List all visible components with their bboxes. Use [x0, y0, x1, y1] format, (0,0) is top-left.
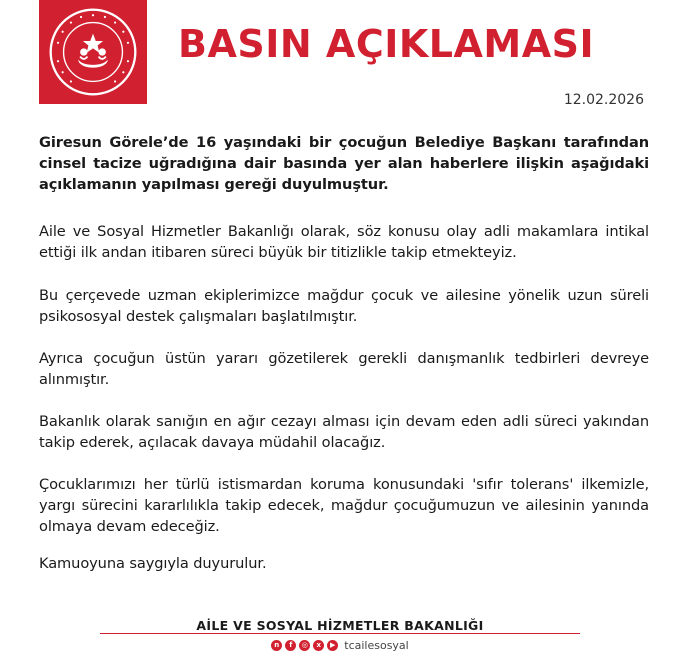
lead-paragraph: Giresun Görele’de 16 yaşındaki bir çocuğun Belediye Başkanı tarafından cinsel tacize uğradığına dair basında yer alan haberlere ilişkin aşağıdaki açıklamanın yapılması gereği duyulmuştur.: [39, 134, 649, 193]
facebook-icon[interactable]: f: [285, 640, 296, 651]
body-paragraph: Ayrıca çocuğun üstün yararı gözetilerek gerekli danışmanlık tedbirleri devreye alınmıştır.: [39, 350, 649, 388]
ministry-logo: [39, 0, 147, 104]
instagram-icon[interactable]: ◎: [299, 640, 310, 651]
footer-ministry-name: AİLE VE SOSYAL HİZMETLER BAKANLIĞI: [196, 618, 484, 633]
x-icon[interactable]: x: [313, 640, 324, 651]
footer-social-bar: [0, 639, 680, 652]
social-handle[interactable]: tcailesosyal: [344, 639, 409, 652]
footer-divider: [100, 633, 580, 634]
nsosyal-icon[interactable]: n: [271, 640, 282, 651]
youtube-icon[interactable]: ▶: [327, 640, 338, 651]
ministry-emblem-icon: [47, 6, 139, 98]
body-paragraph: Bu çerçevede uzman ekiplerimizce mağdur çocuk ve ailesine yönelik uzun süreli psikososyal destek çalışmaları başlatılmıştır.: [39, 287, 649, 325]
body-paragraph: Çocuklarımızı her türlü istismardan koruma konusundaki 'sıfır tolerans' ilkemizle, yargı sürecini kararlılıkla takip edecek, mağdur çocuğumuzun ve ailesinin yanında olmaya devam edeceğiz.: [39, 476, 649, 535]
page-title: BASIN AÇIKLAMASI: [178, 22, 595, 66]
body-paragraph: Aile ve Sosyal Hizmetler Bakanlığı olarak, söz konusu olay adli makamlara intikal ettiği ilk andan itibaren süreci büyük bir titizlikle takip etmekteyiz.: [39, 223, 649, 261]
closing-line: Kamuoyuna saygıyla duyurulur.: [39, 555, 267, 572]
statement-date: 12.02.2026: [563, 92, 644, 108]
body-paragraph: Bakanlık olarak sanığın en ağır cezayı alması için devam eden adli süreci yakından takip ederek, açılacak davaya müdahil olacağız.: [39, 413, 649, 451]
